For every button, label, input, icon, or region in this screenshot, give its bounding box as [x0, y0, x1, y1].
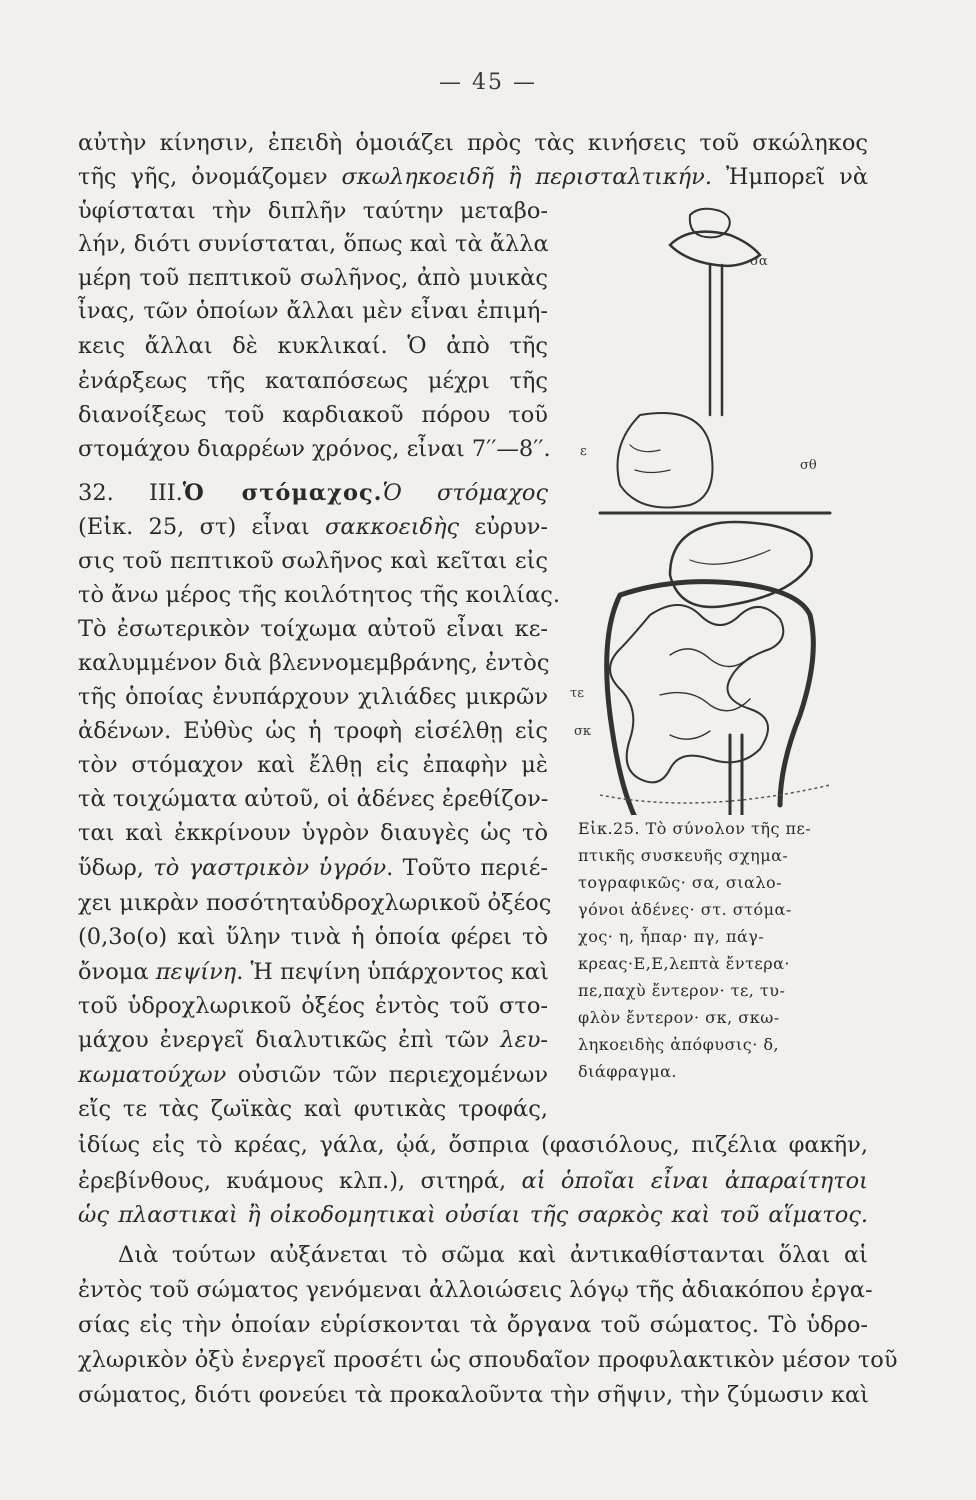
- text-line: (0,3ο(ο) καὶ ὕλην τινὰ ἡ ὁποία φέρει τὸ: [78, 924, 548, 950]
- text-fragment: Ἠμπορεῖ νὰ: [712, 164, 869, 190]
- text-line: μέρη τοῦ πεπτικοῦ σωλῆνος, ἀπὸ μυικὰς: [78, 265, 548, 291]
- text-fragment: μάχου ἐνεργεῖ διαλυτικῶς ἐπὶ τῶν: [78, 1027, 501, 1053]
- label-stomach: σθ: [800, 458, 817, 473]
- small-intestine: [610, 605, 783, 782]
- term-peristaltic: σκωληκοειδῆ ἢ περισταλτικήν.: [341, 164, 712, 190]
- caption-line: φλὸν ἔντερον· σκ, σκω-: [578, 1008, 780, 1027]
- text-line: ἶνας, τῶν ὁποίων ἄλλαι μὲν εἶναι ἐπιμή-: [78, 298, 548, 324]
- text-line: [78, 853, 548, 883]
- text-fragment: τῆς γῆς, ὀνομάζομεν: [78, 164, 342, 190]
- label-liver: ε: [580, 444, 587, 459]
- text-line: τῆς ὁποίας ἐνυπάρχουν χιλιάδες μικρῶν: [78, 684, 548, 710]
- text-line: τὸν στόμαχον καὶ ἔλθῃ εἰς ἐπαφὴν μὲ: [78, 752, 548, 778]
- label-caecum: τε: [570, 686, 584, 701]
- caption-line: τογραφικῶς· σα, σιαλο-: [578, 873, 782, 892]
- caption-line: διάφραγμα.: [578, 1062, 677, 1081]
- caption-line: πτικῆς συσκευῆς σχημα-: [578, 846, 789, 865]
- text-line: αὐτὴν κίνησιν, ἐπειδὴ ὁμοιάζει πρὸς τὰς κινήσεις τοῦ σκώληκος: [78, 130, 868, 156]
- text-line: [78, 162, 868, 192]
- text-line: εἴς τε τὰς ζωϊκὰς καὶ φυτικὰς τροφάς,: [78, 1096, 548, 1122]
- digestive-system-figure: [560, 195, 840, 815]
- caption-line: γόνοι ἀδένες· στ. στόμα-: [578, 900, 792, 919]
- text-line: λήν, διότι συνίσταται, ὅπως καὶ τὰ ἄλλα: [78, 231, 549, 257]
- text-line: τοῦ ὑδροχλωρικοῦ ὀξέος ἐντὸς τοῦ στο-: [78, 993, 548, 1019]
- caption-line: ληκοειδὴς ἀπόφυσις· δ,: [578, 1035, 780, 1054]
- caption-line: χος· η, ἧπαρ· πγ, πάγ-: [578, 927, 765, 946]
- text-fragment: (Εἰκ. 25, στ) εἶναι: [78, 514, 326, 540]
- section-heading-line: [78, 478, 548, 508]
- text-line: Διὰ τούτων αὐξάνεται τὸ σῶμα καὶ ἀντικαθίστανται ὅλαι αἱ: [118, 1242, 868, 1268]
- rectum: [730, 735, 742, 815]
- text-line: ἀδένων. Εὐθὺς ὡς ἡ τροφὴ εἰσέλθῃ εἰς: [78, 718, 548, 744]
- text-line: χλωρικὸν ὀξὺ ἐνεργεῖ προσέτι ὡς σπουδαῖον προφυλακτικὸν μέσον τοῦ: [78, 1347, 898, 1373]
- text-line: στομάχου διαρρέων χρόνος, εἶναι 7′′—8′′.: [78, 436, 551, 462]
- large-intestine: [607, 582, 814, 815]
- text-line: σις τοῦ πεπτικοῦ σωλῆνος καὶ κεῖται εἰς: [78, 548, 548, 574]
- text-line: Τὸ ἐσωτερικὸν τοίχωμα αὐτοῦ εἶναι κε-: [78, 616, 548, 642]
- caption-line: πε,παχὺ ἔντερον· τε, τυ-: [578, 981, 786, 1000]
- section-lead: Ὁ στόμαχος: [382, 480, 548, 506]
- text-line: καλυμμένον διὰ βλεννομεμβράνης, ἐντὸς: [78, 650, 550, 676]
- text-fragment: ὕδωρ,: [78, 855, 154, 881]
- text-line: [78, 512, 548, 542]
- section-title: Ὁ στόμαχος.: [182, 480, 383, 506]
- text-fragment: . Τοῦτο περιέ-: [386, 855, 548, 881]
- text-fragment: . Ἡ πεψίνη ὑπάρχοντος καὶ: [236, 959, 549, 985]
- text-line: τὸ ἄνω μέρος τῆς κοιλότητος τῆς κοιλίας.: [78, 582, 561, 608]
- label-appendix: σκ: [574, 724, 591, 739]
- text-line: χει μικρὰν ποσότηταὐδροχλωρικοῦ ὀξέος: [78, 890, 552, 916]
- term-gastric-juice: τὸ γαστρικὸν ὑγρόν: [153, 855, 387, 881]
- term: λευ-: [500, 1027, 548, 1053]
- emphasis: αἱ ὁποῖαι εἶναι ἀπαραίτητοι: [521, 1168, 868, 1194]
- term: σακκοειδὴς: [325, 514, 460, 540]
- figure-caption: [578, 815, 864, 1085]
- caption-line: Εἰκ.25. Τὸ σύνολον τῆς πε-: [578, 819, 812, 838]
- text-line: ἐντὸς τοῦ σώματος γενόμεναι ἀλλοιώσεις λόγῳ τῆς ἀδιακόπου ἐργα-: [78, 1277, 873, 1303]
- text-line: ὑφίσταται τὴν διπλῆν ταύτην μεταβο-: [78, 198, 548, 224]
- esophagus: [710, 265, 722, 415]
- text-line: ἐνάρξεως τῆς καταπόσεως μέχρι τῆς: [78, 368, 548, 394]
- text-line: ἰδίως εἰς τὸ κρέας, γάλα, ᾠά, ὄσπρια (φασιόλους, πιζέλια φακῆν,: [78, 1132, 868, 1158]
- label-salivary: σα: [750, 254, 768, 269]
- term-pepsin: πεψίνη: [155, 959, 237, 985]
- text-line: σίας εἰς τὴν ὁποίαν εὑρίσκονται τὰ ὄργανα τοῦ σώματος. Τὸ ὑδρο-: [78, 1312, 868, 1338]
- text-fragment: εὐρυν-: [459, 514, 548, 540]
- figure-shadow: [600, 785, 830, 803]
- text-fragment: οὐσιῶν τῶν περιεχομένων: [226, 1062, 548, 1088]
- text-line: [78, 1200, 868, 1230]
- liver: [618, 413, 713, 508]
- caption-line: κρεας·Ε,Ε,λεπτὰ ἔντερα·: [578, 954, 791, 973]
- text-line: σώματος, διότι φονεύει τὰ προκαλοῦντα τὴν σῆψιν, τὴν ζύμωσιν καὶ: [78, 1382, 870, 1408]
- emphasis: ὡς πλαστικαὶ ἢ οἰκοδομητικαὶ οὐσίαι τῆς σαρκὸς καὶ τοῦ αἵματος.: [78, 1202, 868, 1228]
- text-line: τὰ τοιχώματα αὐτοῦ, οἱ ἀδένες ἐρεθίζον-: [78, 786, 549, 812]
- page-number: — 45 —: [439, 70, 537, 95]
- text-line: ται καὶ ἐκκρίνουν ὑγρὸν διαυγὲς ὡς τὸ: [78, 820, 548, 846]
- text-line: [78, 1060, 548, 1090]
- text-line: [78, 957, 548, 987]
- text-fragment: ὄνομα: [78, 959, 156, 985]
- text-line: [78, 1166, 868, 1196]
- text-fragment: ἐρεβίνθους, κυάμους κλπ.), σιτηρά,: [78, 1168, 522, 1194]
- text-line: [78, 1025, 548, 1055]
- section-number: 32. ΙΙΙ.: [78, 480, 183, 506]
- text-line: κεις ἄλλαι δὲ κυκλικαί. Ὁ ἀπὸ τῆς: [78, 333, 548, 359]
- text-line: διανοίξεως τοῦ καρδιακοῦ πόρου τοῦ: [78, 402, 548, 428]
- term: κωματούχων: [78, 1062, 227, 1088]
